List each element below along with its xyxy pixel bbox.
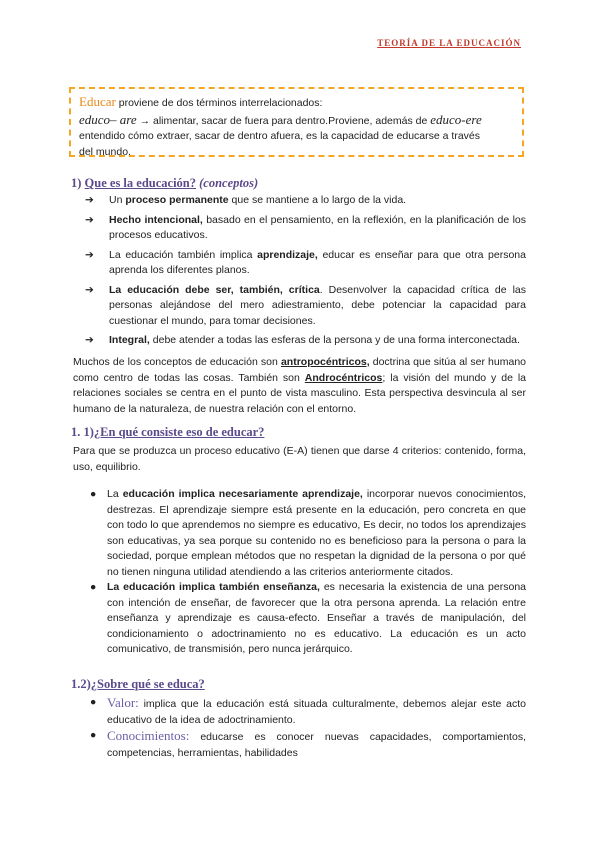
bullet-icon: ●	[90, 729, 97, 741]
box-line-4: del mundo.	[79, 145, 131, 158]
list-item: ● Conocimientos: educarse es conocer nuevas capacidades, comportamientos, competencias, herramientas, habilidades	[90, 728, 526, 759]
section-1-2-heading: 1.2)¿Sobre qué se educa?	[71, 677, 205, 691]
list-item: ● La educación implica necesariamente aprendizaje, incorporar nuevos conocimientos, destrezas. El aprendizaje siempre está presente en la educación, pero concreta en que con todo lo que aprendemos no siempre es educativo, Es decir, no todos los aprendizajes son educativas, ya sea porque su contenido no es beneficioso para la persona o para la sociedad, porque emplean métodos que no respetan la dignidad de la persona o por qué no tienen ninguna utilidad atendiendo a las criterios anteriormente citados.	[90, 488, 527, 578]
bullet-icon: ●	[90, 488, 97, 500]
arrow-icon: ➔	[85, 248, 94, 261]
list-item: ➔ Un proceso permanente que se mantiene a lo largo de la vida.	[85, 193, 526, 209]
arrow-icon: ➔	[85, 194, 94, 206]
anthropocentric-paragraph: Muchos de los conceptos de educación son antropocéntricos, doctrina que sitúa al ser humano como centro de todas las cosas. También son Androcéntricos; la visión del mundo y de la relaciones sociales se centra en el punto de vista masculino. Esta perspectiva desvincula al ser humano de la naturaleza, de nuestra relación con el entorno.	[73, 356, 527, 415]
section-1-1-heading: 1. 1)¿En qué consiste eso de educar?	[71, 425, 265, 439]
section-1-heading: 1) Que es la educación? (conceptos)	[71, 176, 259, 190]
educate-on-bullets	[90, 695, 526, 761]
box-line-2: educo– are → alimentar, sacar de fuera para dentro.Proviene, además de educo-ere	[79, 111, 482, 127]
arrow-icon: ➔	[85, 283, 94, 296]
list-item: ➔ Hecho intencional, basado en el pensamiento, en la reflexión, en la planificación de los procesos educativos.	[85, 213, 526, 241]
section-1-title: Que es la educación?	[84, 176, 197, 190]
list-item: ➔ La educación también implica aprendizaje, educar es enseñar para que otra persona aprenda los diferentes planos.	[85, 248, 526, 276]
section-1-subtitle: (conceptos)	[199, 176, 259, 190]
educar-term: Educar	[79, 94, 116, 109]
list-item: ● Valor: implica que la educación está situada culturalmente, debemos alejar este acto educativo de la idea de adoctrinamiento.	[90, 695, 526, 726]
page-header: TEORÍA DE LA EDUCACIÓN	[377, 38, 521, 48]
bullet-icon: ●	[90, 696, 97, 708]
criteria-paragraph: Para que se produzca un proceso educativo (E-A) tienen que darse 4 criterios: contenido, forma, uso, equilibrio.	[73, 445, 526, 473]
bullet-icon: ●	[90, 581, 97, 593]
section-1-1-title: ¿En qué consiste eso de educar?	[93, 425, 265, 439]
education-bullets	[90, 487, 527, 658]
educo-ere-term: educo-ere	[430, 111, 482, 127]
concept-list	[85, 193, 526, 353]
box-line-1: Educar proviene de dos términos interrelacionados:	[79, 94, 323, 109]
list-item: ➔ La educación debe ser, también, crítica. Desenvolver la capacidad crítica de las personas alejándose del mero adiestramiento, debe potenciar la capacidad para cuestionar el mundo, para tomar decisiones.	[85, 283, 526, 327]
arrow-icon: →	[139, 114, 151, 127]
arrow-icon: ➔	[85, 213, 94, 226]
box-line-3: entendido cómo extraer, sacar de dentro afuera, es la capacidad de educarse a través	[79, 130, 480, 142]
section-1-2-title: ¿Sobre qué se educa?	[90, 677, 205, 691]
list-item: ● La educación implica también enseñanza, es necesaria la existencia de una persona con intención de enseñar, de favorecer que la otra persona aprenda. La relación entre enseñanza y aprendizaje es causa-efecto. Enseñar a través de manipulación, del condicionamiento o adoctrinamiento no es educativo. La educación es un acto comunicativo, de transmisión, pero nunca jerárquico.	[90, 581, 526, 655]
list-item: ➔ Integral, debe atender a todas las esferas de la persona y de una forma interconectada.	[85, 333, 526, 349]
arrow-icon: ➔	[85, 334, 94, 346]
educo-are-term: educo– are	[79, 111, 137, 127]
definition-box	[69, 87, 524, 157]
